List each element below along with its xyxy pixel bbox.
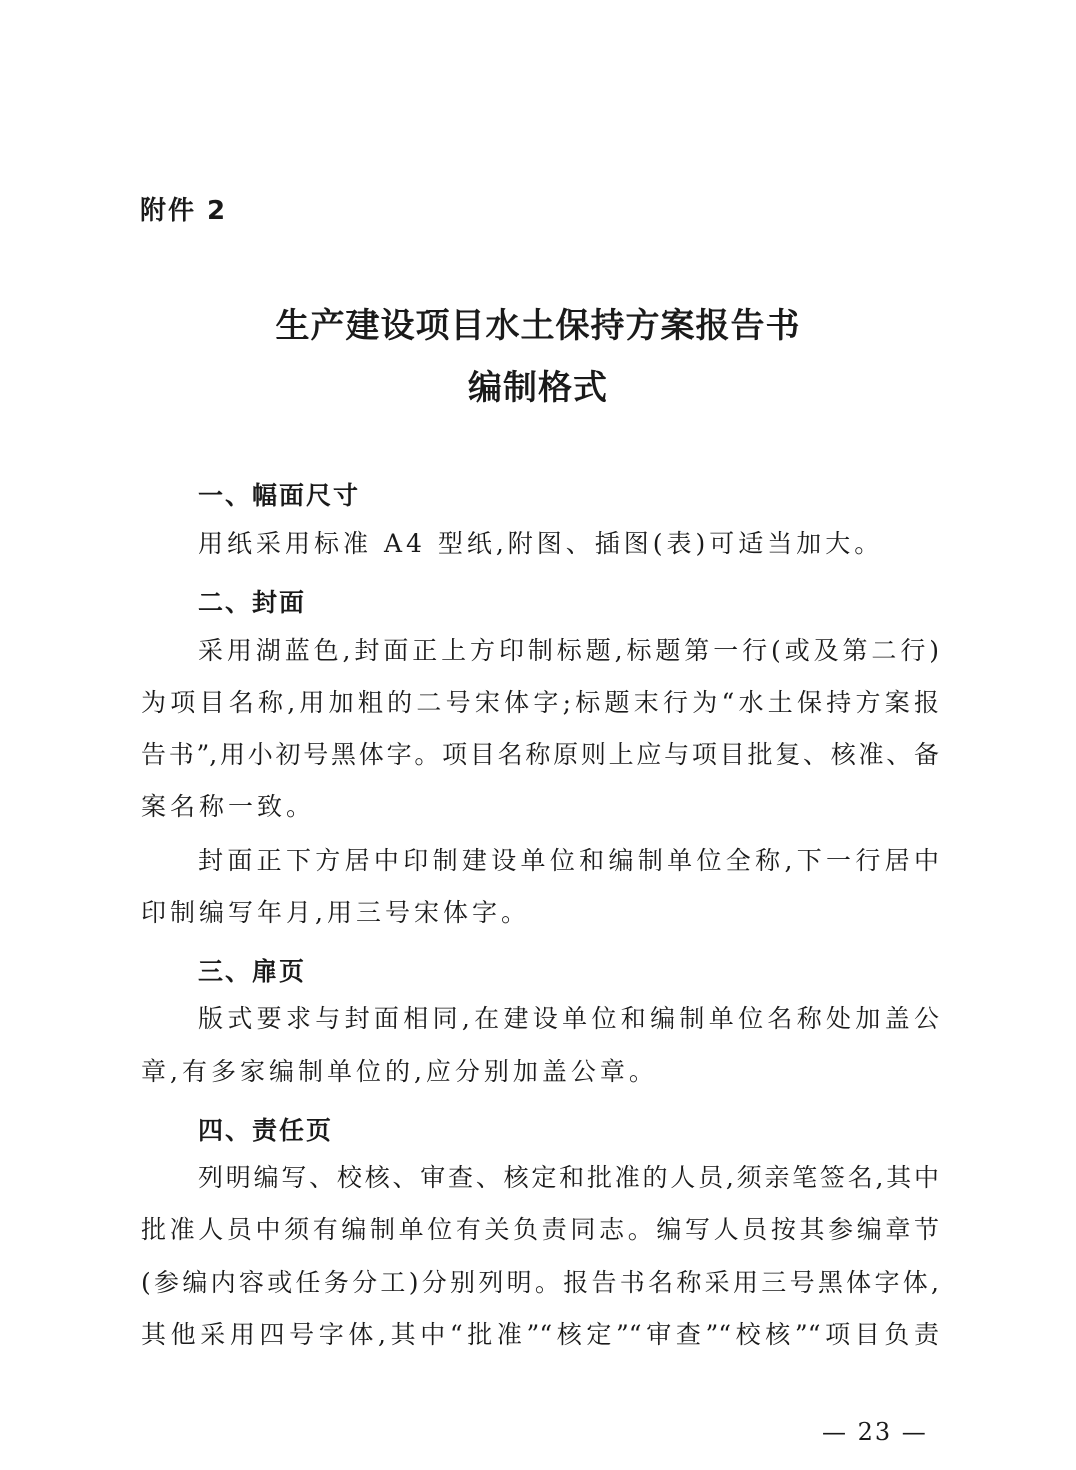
page-number: — 23 — xyxy=(822,1418,928,1446)
section-heading-title-page: 三、扉页 xyxy=(198,957,307,986)
paragraph-line: 采用湖蓝色,封面正上方印制标题,标题第一行(或及第二行) xyxy=(198,636,939,665)
paragraph-line: 用纸采用标准 A4 型纸,附图、插图(表)可适当加大。 xyxy=(198,529,884,558)
section-heading-cover: 二、封面 xyxy=(198,588,307,617)
paragraph-line: 版式要求与封面相同,在建设单位和编制单位名称处加盖公 xyxy=(198,1004,939,1033)
section-heading-responsibility-page: 四、责任页 xyxy=(198,1116,334,1145)
document-title-line-2: 编制格式 xyxy=(468,368,608,408)
paragraph-line: 印制编写年月,用三号宋体字。 xyxy=(141,898,530,927)
document-title-line-1: 生产建设项目水土保持方案报告书 xyxy=(275,306,801,346)
attachment-label: 附件 2 xyxy=(140,196,228,226)
paragraph-line: 批准人员中须有编制单位有关负责同志。编写人员按其参编章节 xyxy=(141,1215,939,1244)
paragraph-line: 为项目名称,用加粗的二号宋体字;标题末行为“水土保持方案报 xyxy=(141,688,939,717)
paragraph-line: 封面正下方居中印制建设单位和编制单位全称,下一行居中 xyxy=(198,846,939,875)
paragraph-line: 其他采用四号字体,其中“批准”“核定”“审查”“校核”“项目负责 xyxy=(141,1320,939,1349)
paragraph-line: (参编内容或任务分工)分别列明。报告书名称采用三号黑体字体, xyxy=(141,1268,939,1297)
paragraph-line: 章,有多家编制单位的,应分别加盖公章。 xyxy=(141,1057,658,1086)
paragraph-line: 列明编写、校核、审查、核定和批准的人员,须亲笔签名,其中 xyxy=(198,1163,939,1192)
section-heading-page-size: 一、幅面尺寸 xyxy=(198,481,361,510)
paragraph-line: 告书”,用小初号黑体字。项目名称原则上应与项目批复、核准、备 xyxy=(141,740,939,769)
paragraph-line: 案名称一致。 xyxy=(141,792,316,821)
